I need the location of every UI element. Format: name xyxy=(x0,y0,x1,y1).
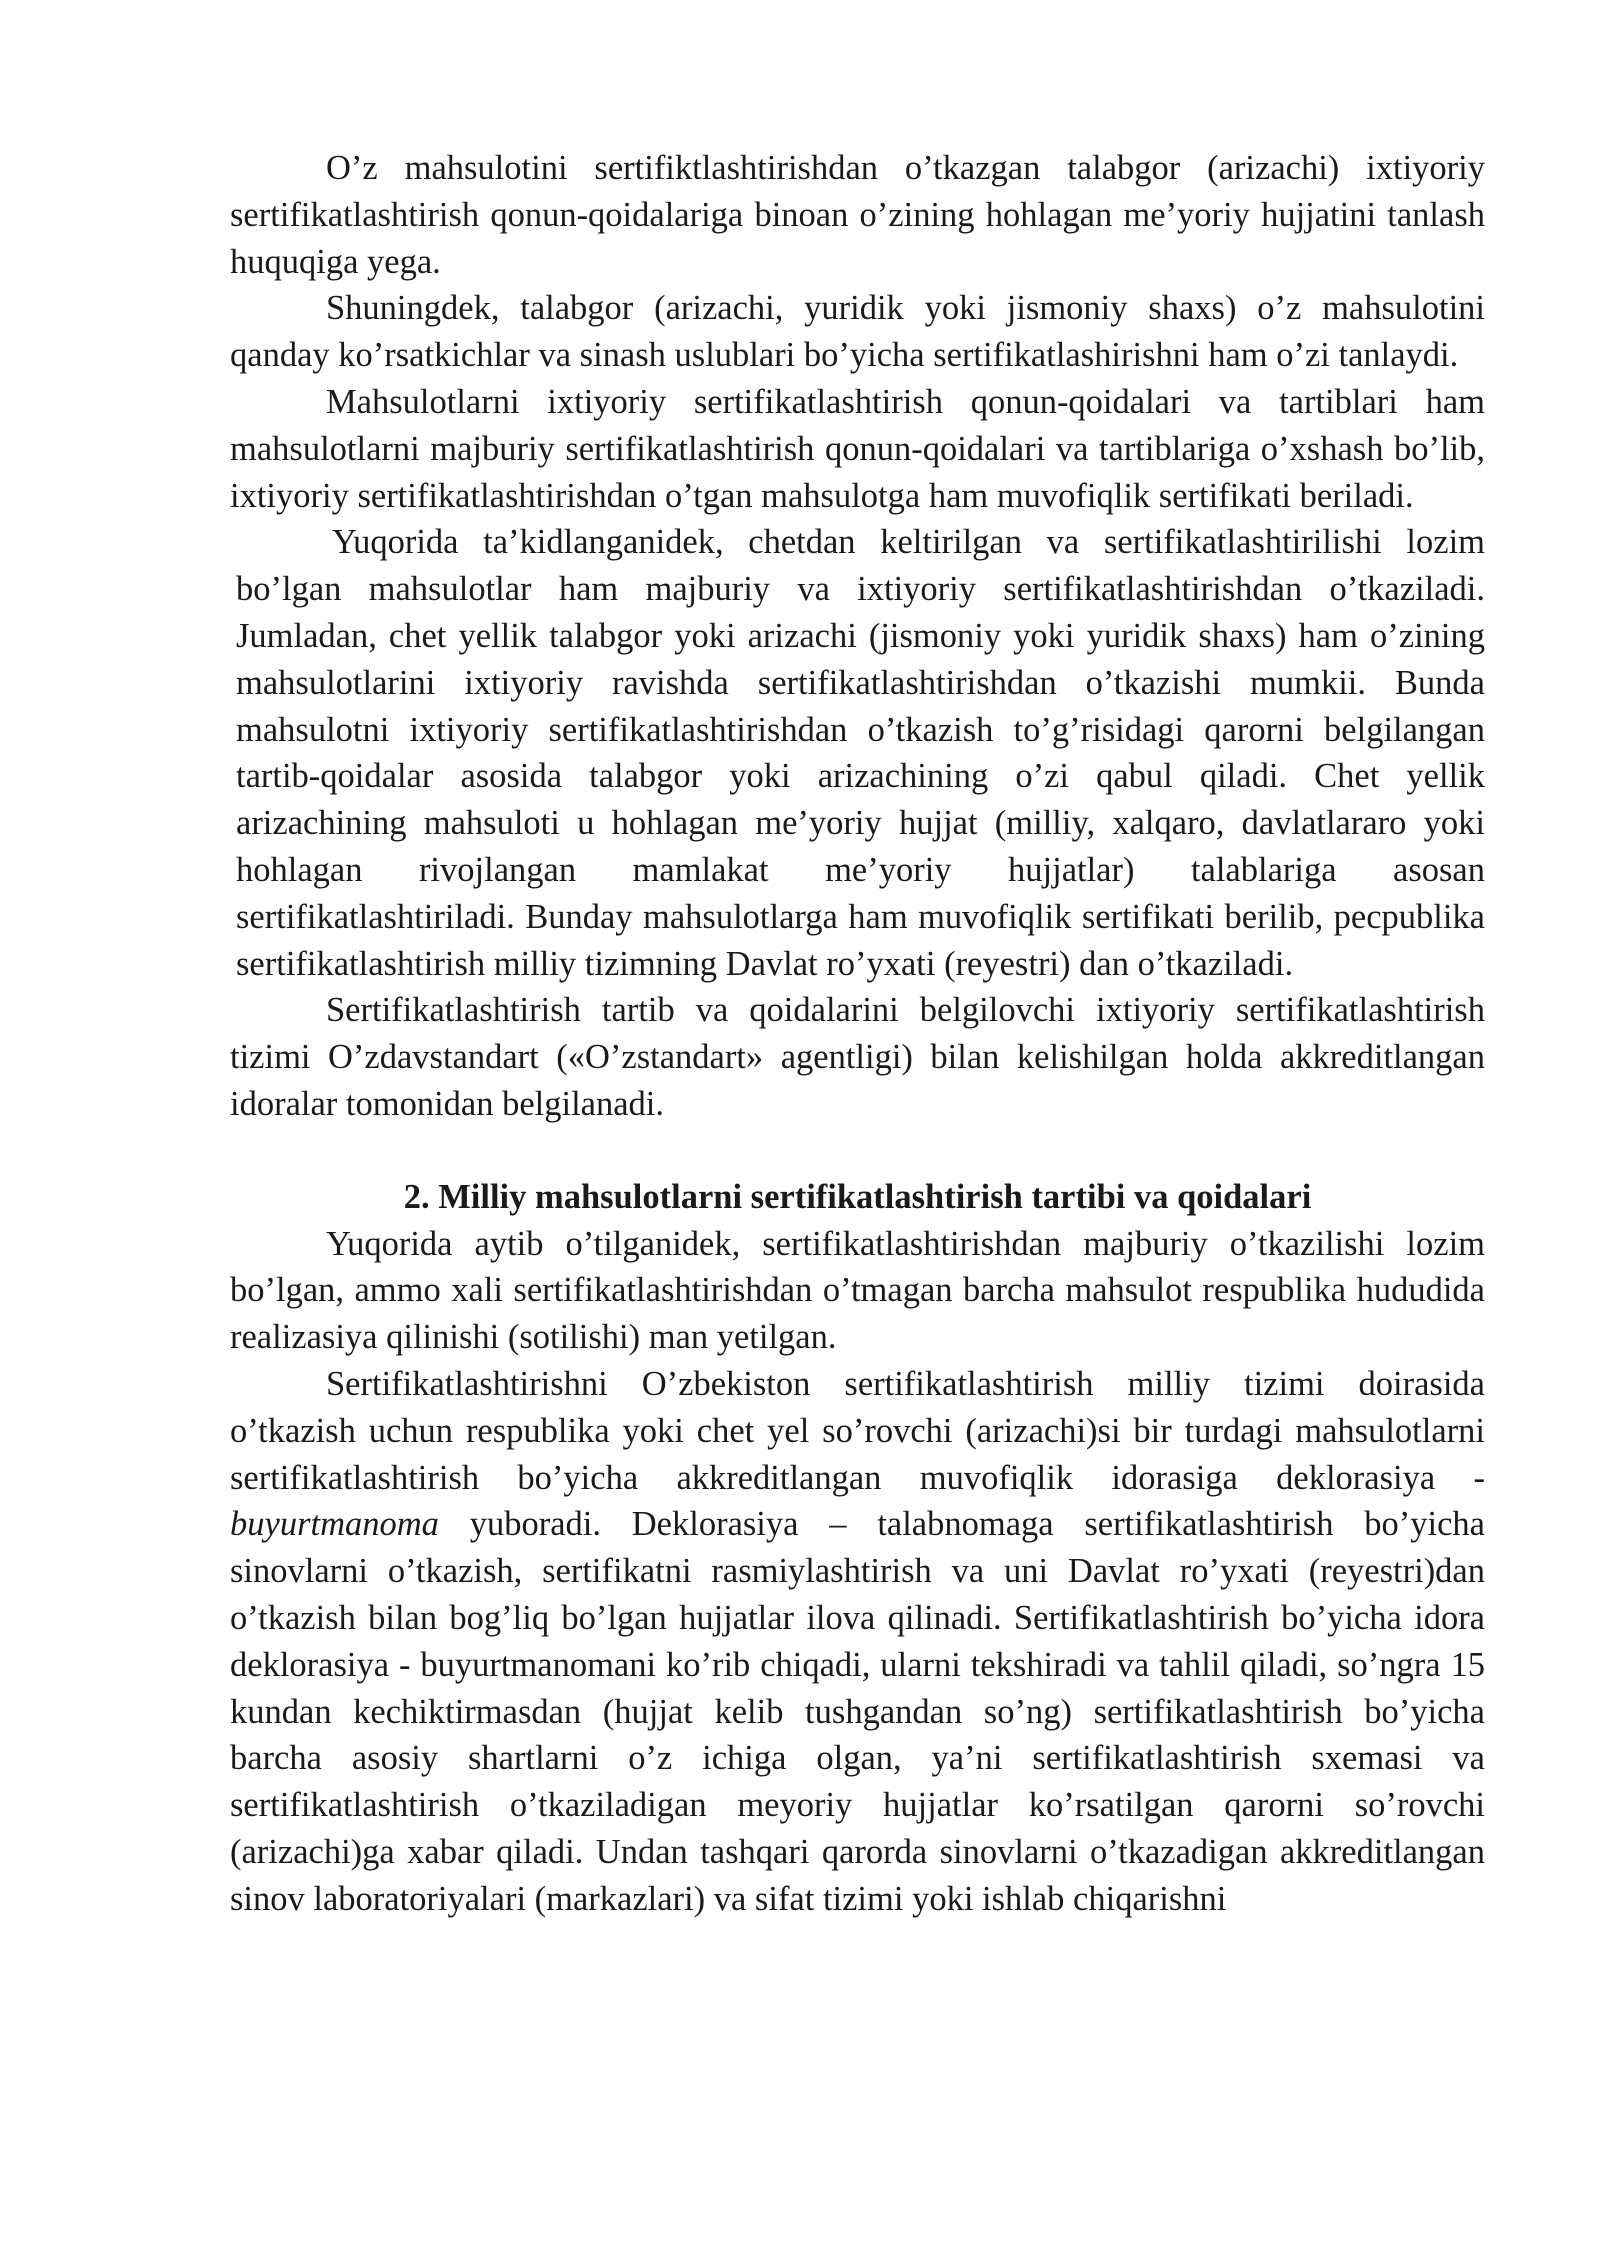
paragraph-7 xyxy=(230,1361,1485,1923)
italic-term: buyurtmanoma xyxy=(230,1505,439,1544)
document-page xyxy=(230,145,1485,1922)
paragraph-6: Yuqorida aytib o’tilganidek, sertifikatlashtirishdan majburiy o’tkazilishi lozim bo’lgan, ammo xali sertifikatlashtirishdan o’tmagan barcha mahsulot respublika hududida realizasiya qilinishi (sotilishi) man yetilgan. xyxy=(230,1224,1485,1357)
paragraph-4: Yuqorida ta’kidlanganidek, chetdan keltirilgan va sertifikatlashtirilishi lozim bo’lgan mahsulotlar ham majburiy va ixtiyoriy sertifikatlashtirishdan o’tkaziladi. Jumladan, chet yellik talabgor yoki arizachi (jismoniy yoki yuridik shaxs) ham o’zining mahsulotlarini ixtiyoriy ravishda sertifikatlashtirishdan o’tkazishi mumkii. Bunda mahsulotni ixtiyoriy sertifikatlashtirishdan o’tkazish to’g’risidagi qarorni belgilangan tartib-qoidalar asosida talabgor yoki arizachining o’zi qabul qiladi. Chet yellik arizachining mahsuloti u hohlagan me’yoriy hujjat (milliy, xalqaro, davlatlararo yoki hohlagan rivojlangan mamlakat me’yoriy hujjatlar) talablariga asosan sertifikatlashtiriladi. Bunday mahsulotlarga ham muvofiqlik sertifikati berilib, pecpublika sertifikatlashtirish milliy tizimning Davlat ro’yxati (reyestri) dan o’tkaziladi. xyxy=(236,523,1485,983)
paragraph-5: Sertifikatlashtirish tartib va qoidalarini belgilovchi ixtiyoriy sertifikatlashtirish tizimi O’zdavstandart («O’zstandart» agentligi) bilan kelishilgan holda akkreditlangan idoralar tomonidan belgilanadi. xyxy=(230,991,1485,1123)
paragraph-3: Mahsulotlarni ixtiyoriy sertifikatlashtirish qonun-qoidalari va tartiblari ham mahsulotlarni majburiy sertifikatlashtirish qonun-qoidalari va tartiblariga o’xshash bo’lib, ixtiyoriy sertifikatlashtirishdan o’tgan mahsulotga ham muvofiqlik sertifikati beriladi. xyxy=(230,382,1485,515)
paragraph-7-text-start: Sertifikatlashtirishni O’zbekiston sertifikatlashtirish milliy tizimi doirasida o’tkazish uchun respublika yoki chet yel so’rovchi (arizachi)si bir turdagi mahsulotlarni sertifikatlashtirish bo’yicha akkreditlangan muvofiqlik idorasiga deklorasiya - xyxy=(230,1364,1485,1497)
paragraph-1: O’z mahsulotini sertifiktlashtirishdan o’tkazgan talabgor (arizachi) ixtiyoriy sertifikatlashtirish qonun-qoidalariga binoan o’zining hohlagan me’yoriy hujjatini tanlash huquqiga yega. xyxy=(230,149,1485,281)
section-heading: 2. Milliy mahsulotlarni sertifikatlashtirish tartibi va qoidalari xyxy=(403,1177,1312,1216)
paragraph-2: Shuningdek, talabgor (arizachi, yuridik yoki jismoniy shaxs) o’z mahsulotini qanday ko’rsatkichlar va sinash uslublari bo’yicha sertifikatlashirishni ham o’zi tanlaydi. xyxy=(230,289,1485,375)
paragraph-7-text-end: yuboradi. Deklorasiya – talabnomaga sertifikatlashtirish bo’yicha sinovlarni o’tkazish, sertifikatni rasmiylashtirish va uni Davlat ro’yxati (reyestri)dan o’tkazish bilan bog’liq bo’lgan hujjatlar ilova qilinadi. Sertifikatlashtirish bo’yicha idora deklorasiya - buyurtmanomani ko’rib chiqadi, ularni tekshiradi va tahlil qiladi, so’ngra 15 kundan kechiktirmasdan (hujjat kelib tushgandan so’ng) sertifikatlashtirish bo’yicha barcha asosiy shartlarni o’z ichiga olgan, ya’ni sertifikatlashtirish sxemasi va sertifikatlashtirish o’tkaziladigan meyoriy hujjatlar ko’rsatilgan qarorni so’rovchi (arizachi)ga xabar qiladi. Undan tashqari qarorda sinovlarni o’tkazadigan akkreditlangan sinov laboratoriyalari (markazlari) va sifat tizimi yoki ishlab chiqarishni xyxy=(230,1505,1485,1918)
